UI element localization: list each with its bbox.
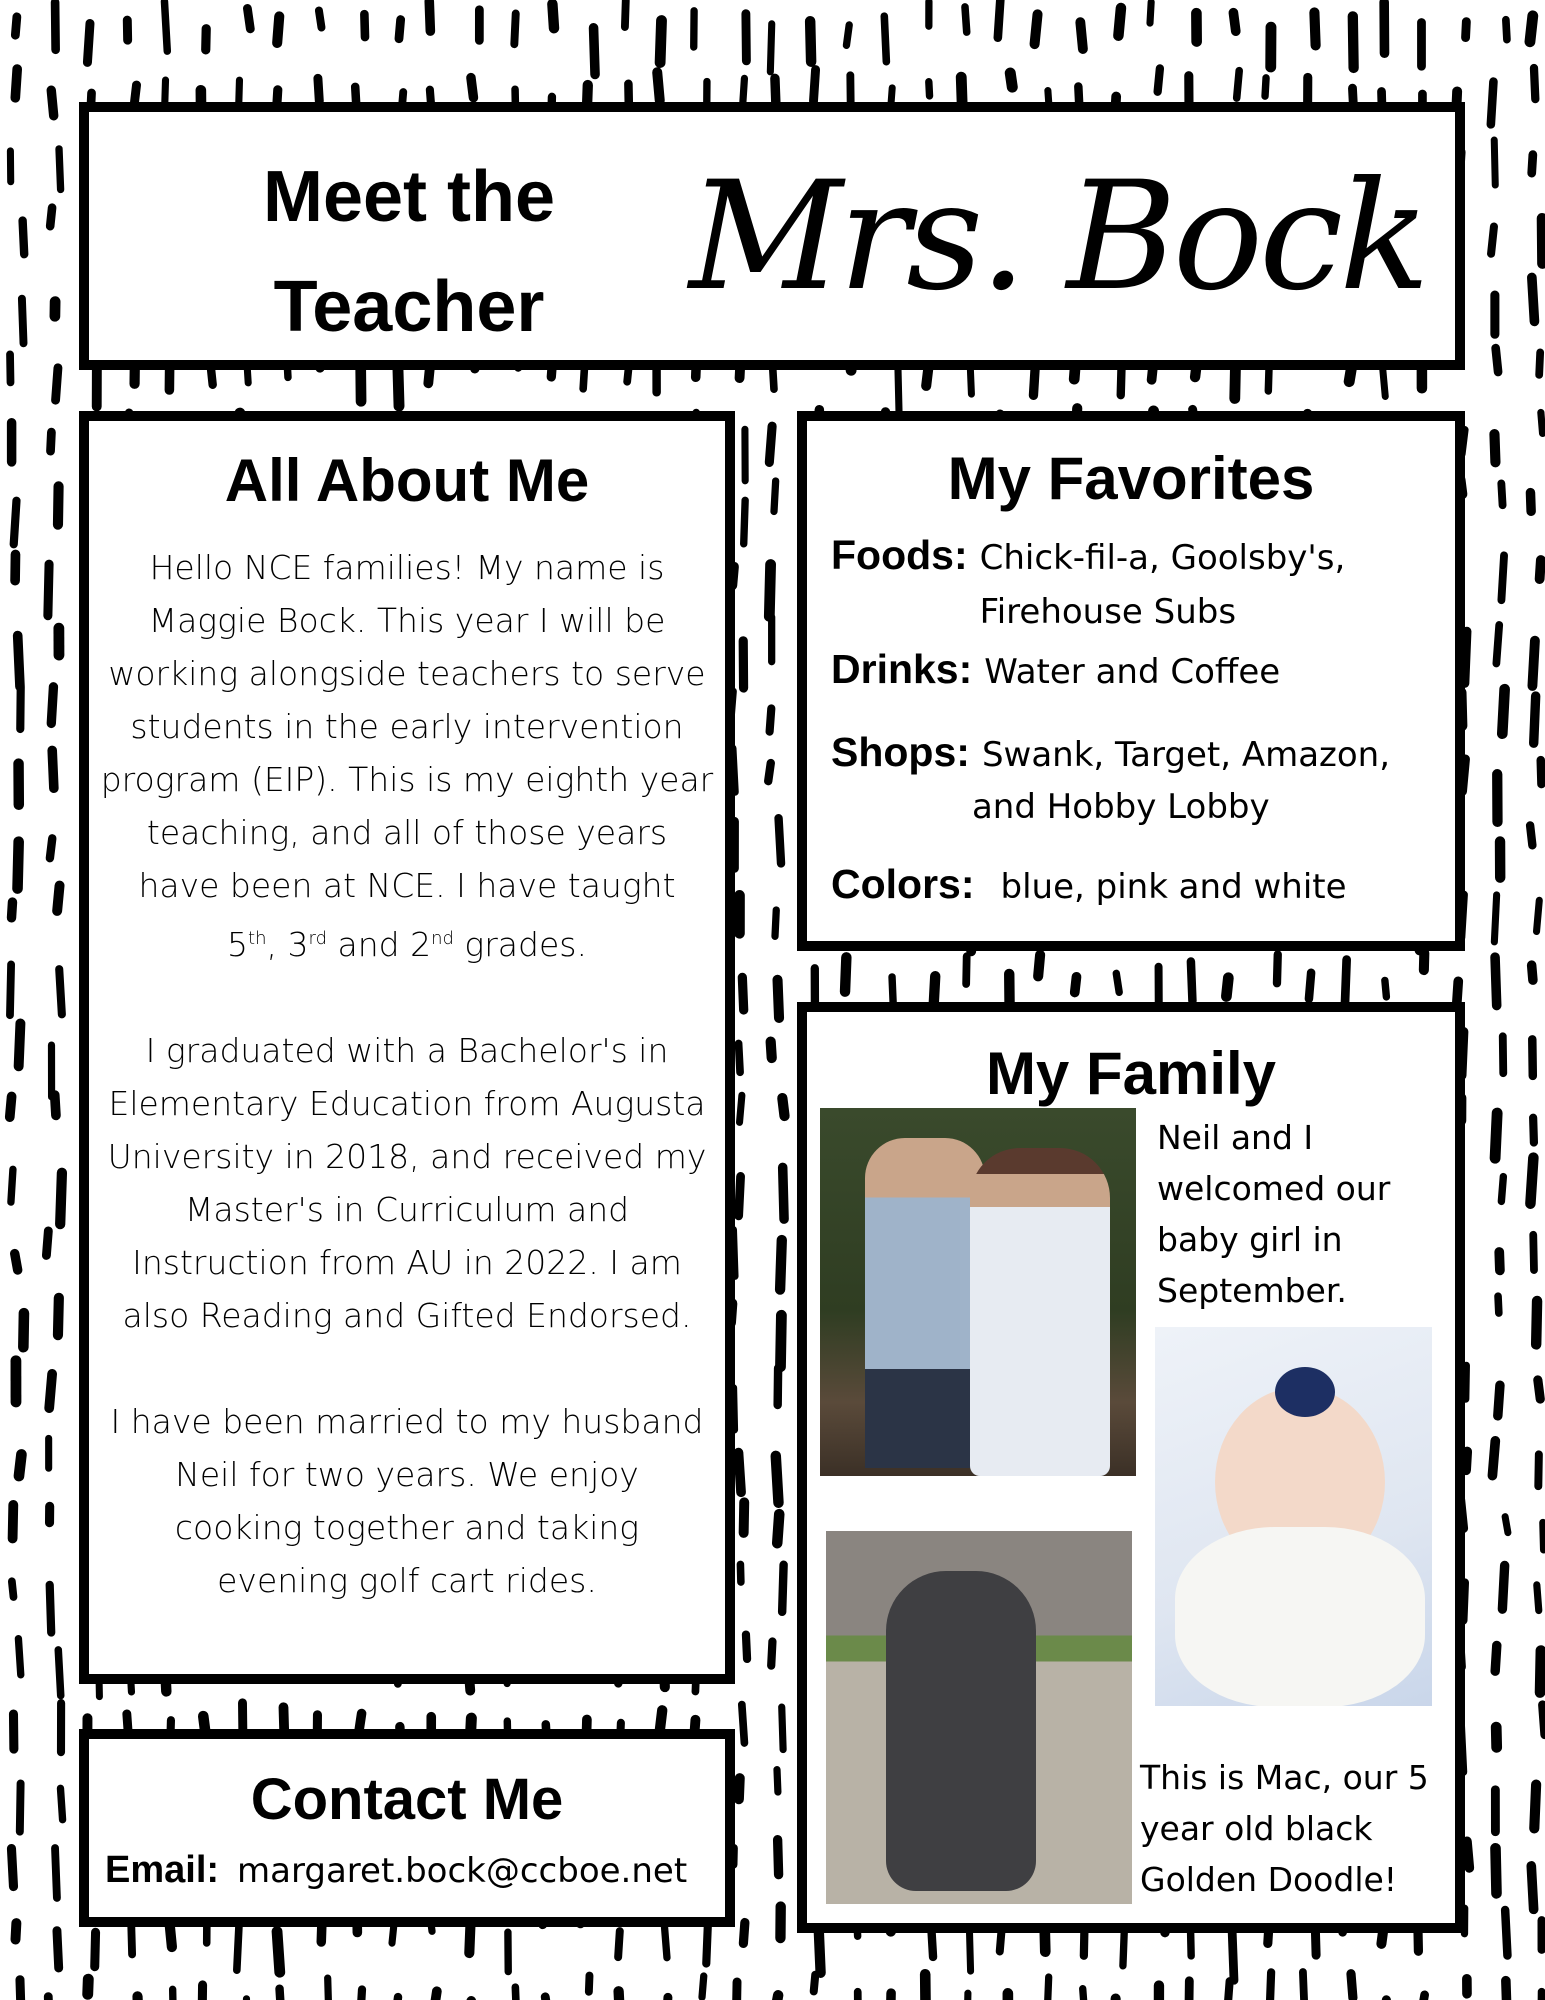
dash-mark [10,964,11,1015]
dash-mark [318,78,319,101]
meet-the-teacher-title [229,142,589,362]
dash-mark [619,1991,621,2000]
dash-mark [583,367,584,388]
dash-mark [775,1995,778,2000]
dash-mark [1496,625,1499,664]
dash-mark [780,1315,781,1366]
dash-mark [1466,1452,1467,1471]
dash-mark [846,25,849,45]
dash-mark [277,16,279,43]
dash-mark [1536,1301,1537,1344]
dash-mark [50,208,52,226]
favorites-heading: My Favorites [947,445,1315,512]
caption-line: September. [1157,1271,1347,1310]
dash-mark [237,1920,239,1970]
dash-mark [360,1989,362,2000]
dash-mark [1265,78,1266,96]
dash-mark [1158,68,1160,91]
dash-mark [1189,1981,1190,2000]
dash-mark [664,1926,667,1958]
dash-mark [1010,73,1012,87]
all-about-me-panel [79,411,735,1684]
dash-mark [1530,1158,1533,1204]
dash-mark [202,1985,203,2000]
dash-mark [138,1996,139,2000]
dash-mark [1038,955,1040,976]
drinks-value: Water and Coffee [984,652,1281,692]
dash-mark [768,763,771,781]
dash-mark [1494,895,1496,942]
couple-photo [820,1108,1136,1476]
dash-mark [1353,16,1354,68]
dash-mark [587,85,588,104]
dash-mark [965,7,967,32]
dash-mark [702,1976,704,1997]
foods-label: Foods: [831,532,968,578]
dash-mark [19,1454,22,1476]
dash-mark [779,818,781,863]
dash-mark [1501,483,1502,505]
dash-mark [1538,1380,1540,1399]
shops-row [831,729,1390,833]
baby-photo [1155,1327,1432,1706]
dash-mark [1540,560,1541,579]
dash-mark [1118,8,1121,36]
contact-heading: Contact Me [250,1767,564,1832]
dash-mark [48,564,49,616]
dash-mark [966,956,967,984]
dash-mark [1543,1705,1545,1735]
foods-row [831,531,1345,639]
dash-mark [770,708,772,731]
dash-mark [1502,689,1504,733]
paragraph-line: also Reading and Gifted Endorsed. [122,1296,692,1335]
dash-mark [1532,641,1535,686]
dash-mark [51,90,53,116]
grade-3: , 3 [266,925,309,964]
dash-mark [769,565,770,617]
dash-mark [60,1173,62,1224]
dash-mark [1191,962,1193,1001]
dash-mark [1491,227,1494,254]
dash-mark [1540,1651,1541,1693]
shops-value [971,729,1391,833]
colors-label: Colors: [831,861,975,907]
dash-mark [1385,980,1387,996]
dash-mark [1505,1910,1507,1956]
dash-mark [740,1095,742,1122]
dash-mark [164,2,167,52]
shops-label: Shops: [831,729,970,775]
colors-value: blue, pink and white [1000,867,1347,907]
dash-mark [743,78,745,101]
grade-5: 5 [227,925,249,964]
family-heading: My Family [985,1040,1277,1107]
dash-mark [280,1989,281,2000]
paragraph-line: students in the early intervention [130,707,684,746]
dash-mark [87,23,90,62]
grades-end: grades. [453,925,587,964]
dash-mark [1531,1866,1533,1909]
paragraph-line: I graduated with a Bachelor's in [145,1031,669,1070]
dash-mark [1466,1366,1467,1400]
dash-mark [1080,22,1083,49]
dash-mark [778,1840,779,1875]
dog-photo [826,1531,1132,1904]
dash-mark [1495,1645,1497,1671]
title-line-2: Teacher [273,267,545,347]
dash-mark [657,72,660,100]
dash-mark [1533,1118,1534,1143]
dash-mark [1530,825,1532,845]
dash-mark [1505,1517,1508,1533]
dash-mark [1537,900,1540,931]
dash-mark [1541,412,1543,433]
dash-mark [1499,1252,1500,1270]
dash-mark [782,1565,783,1612]
dash-mark [845,957,846,991]
dash-mark [55,1848,57,1898]
dash-mark [1150,2,1151,23]
dash-mark [1232,1931,1234,1980]
dash-mark [782,1098,784,1116]
dash-mark [1345,960,1347,1006]
dash-mark [1534,696,1536,743]
dash-mark [1495,957,1497,1005]
dash-mark [328,1978,329,2000]
intro-paragraph [89,541,725,912]
dash-mark [1506,1981,1507,2000]
my-favorites-panel [797,411,1465,951]
dash-mark [15,69,17,98]
dash-mark [1422,1995,1425,2000]
dash-mark [771,1642,772,1666]
dash-mark [19,1023,21,1066]
dash-mark [774,481,776,511]
dash-mark [49,1374,52,1408]
dash-mark [15,17,17,35]
paragraph-line: Hello NCE families! My name is [149,548,665,587]
dash-mark [777,1770,778,1792]
caption-line: welcomed our [1157,1169,1391,1208]
dash-mark [1277,954,1278,983]
dash-mark [1541,760,1542,784]
dash-mark [1466,22,1467,38]
dash-mark [625,1,626,27]
dash-mark [59,149,61,190]
caption-line: Golden Doodle! [1140,1860,1398,1899]
dash-mark [429,1,430,31]
dash-mark [552,4,554,28]
shops-line: and Hobby Lobby [971,787,1270,827]
dash-mark [51,687,53,724]
dash-mark [20,1980,21,2000]
dash-mark [1083,1989,1086,2000]
dash-mark [1533,1235,1534,1270]
dash-mark [55,1095,56,1115]
email-label: Email: [105,1849,220,1891]
dash-mark [46,1231,48,1256]
dash-mark [59,969,62,1014]
paragraph-line: Instruction from AU in 2022. I am [132,1243,682,1282]
dash-mark [1078,86,1079,102]
dash-mark [23,1313,24,1347]
dash-mark [1270,1972,1272,2000]
dash-mark [1494,434,1495,462]
dash-mark [514,14,515,45]
caption-line: baby girl in [1157,1220,1343,1259]
caption-line: year old black [1140,1809,1373,1848]
dash-mark [55,2,56,49]
dash-mark [742,1705,745,1743]
dash-mark [1532,277,1535,321]
sup-nd: nd [431,928,454,949]
dash-mark [15,1923,16,1939]
dash-mark [1494,140,1495,185]
dash-mark [239,80,240,102]
teacher-name-script: Mrs. Bock [689,150,1427,324]
dash-mark [1227,1981,1229,2000]
dash-mark [746,14,747,61]
dash-mark [471,78,474,98]
colors-row [831,861,1347,908]
dash-mark [777,1514,779,1543]
dash-mark [57,886,59,911]
dash-mark [739,1176,741,1215]
dash-mark [1383,368,1386,397]
paragraph-line: University in 2018, and received my [107,1137,707,1176]
dash-mark [1501,1177,1503,1202]
dash-mark [706,1924,708,1963]
header-banner [79,102,1465,370]
dash-mark [776,1456,779,1503]
dash-mark [23,221,25,255]
dash-mark [1532,155,1533,174]
paragraph-line: working alongside teachers to serve [108,654,706,693]
dash-mark [1501,555,1504,600]
dash-mark [1495,1113,1497,1158]
dash-mark [737,1982,738,2000]
dash-mark [12,1581,14,1597]
dash-mark [58,1650,60,1696]
dash-mark [1035,14,1038,44]
dash-mark [1530,493,1531,512]
dash-mark [1532,1039,1533,1076]
dash-mark [1465,631,1467,683]
paragraph-line: have been at NCE. I have taught [138,866,676,905]
dash-mark [1237,71,1240,98]
foods-line: Firehouse Subs [979,592,1237,632]
dash-mark [1532,965,1533,980]
drinks-label: Drinks: [831,646,973,692]
dash-mark [1075,977,1077,993]
all-about-me-heading: All About Me [224,447,590,514]
dash-mark [967,1993,968,2000]
dash-mark [48,1997,49,2000]
family-paragraph [89,1395,725,1607]
dash-mark [52,750,54,788]
dash-mark [364,14,365,37]
paragraph-line: evening golf cart rides. [217,1561,597,1600]
shops-line: Swank, Target, Amazon, [981,735,1391,775]
dash-mark [56,368,58,400]
paragraph-line: Neil for two years. We enjoy [175,1455,639,1494]
dash-mark [11,1849,13,1887]
dash-mark [1226,978,1228,997]
dash-mark [769,426,772,462]
sup-th: th [248,928,267,949]
dash-mark [1314,12,1315,45]
dash-mark [60,1788,62,1819]
dash-mark [1303,1972,1304,2000]
dash-mark [58,1298,59,1335]
email-link[interactable]: margaret.bock@ccboe.net [237,1851,688,1891]
dash-mark [742,977,743,1010]
caption-line: Neil and I [1157,1118,1314,1157]
dash-mark [50,838,52,858]
dash-mark [739,1778,740,1799]
dash-mark [770,24,771,72]
dash-mark [810,21,811,62]
dash-mark [51,432,52,451]
dash-mark [738,1453,741,1493]
dash-mark [782,1707,783,1749]
paragraph-line: Master's in Curriculum and [184,1190,630,1229]
dash-mark [319,11,322,28]
dash-mark [57,1931,59,1968]
dash-mark [1491,82,1494,125]
dash-mark [744,500,745,544]
dash-mark [660,21,661,63]
dash-mark [746,1635,747,1659]
dash-mark [15,1254,18,1270]
dash-mark [778,980,779,1018]
dash-mark [434,1991,436,2000]
dash-mark [1498,1385,1500,1416]
dash-mark [775,910,776,936]
dash-mark [88,1979,89,1994]
dash-mark [814,1975,816,1992]
dash-mark [50,1585,52,1633]
dash-mark [814,70,816,102]
dash-mark [1534,68,1535,99]
dash-mark [739,1044,740,1073]
foods-value [980,531,1346,639]
dash-mark [1309,973,1311,999]
dash-mark [1492,1441,1495,1476]
dash-mark [22,299,24,344]
dash-mark [515,1987,517,2000]
dash-mark [1496,348,1498,372]
dash-mark [783,1167,784,1219]
dash-mark [11,1169,13,1202]
dash-mark [12,902,13,918]
dash-mark [1530,16,1533,42]
dash-mark [929,82,930,96]
dash-mark [1502,1565,1504,1609]
dash-mark [589,1976,590,1992]
dash-mark [884,16,886,62]
dash-mark [1506,20,1507,40]
foods-line: Chick-fil-a, Goolsby's, [979,538,1346,578]
caption-line: This is Mac, our 5 [1140,1758,1429,1797]
dash-mark [1539,352,1540,375]
paragraph-line: cooking together and taking [174,1508,640,1547]
dash-mark [18,842,19,889]
baby-caption [1157,1112,1390,1316]
drinks-row [831,646,1280,693]
dash-mark [18,1639,20,1675]
dash-mark [1351,1974,1353,1998]
dash-mark [20,1783,21,1831]
paragraph-line: Maggie Bock. This year I will be [148,601,666,640]
contact-panel [79,1729,735,1927]
dash-mark [14,501,17,545]
dash-mark [399,20,401,39]
dash-mark [618,1931,620,1957]
dash-mark [1543,1523,1544,1550]
dash-mark [13,1505,14,1539]
dash-mark [1048,1977,1049,2000]
grades-line [89,912,725,971]
dash-mark [18,636,20,687]
dash-mark [277,1932,280,1973]
dash-mark [1467,1841,1469,1868]
dash-mark [891,1993,892,2000]
dash-mark [1498,1296,1499,1313]
dash-mark [1233,13,1235,32]
dash-mark [1116,973,1119,992]
dash-mark [771,1042,772,1058]
education-paragraph [89,1024,725,1342]
dash-mark [58,486,59,524]
dash-mark [1496,1848,1497,1893]
dash-mark [780,1240,782,1290]
dash-mark [1538,1454,1539,1486]
title-line-1: Meet the [262,157,556,237]
dash-mark [10,1096,12,1117]
sup-rd: rd [308,928,328,949]
paragraph-line: teaching, and all of those years [146,813,668,852]
dash-mark [1534,1785,1536,1829]
dash-mark [134,85,136,102]
dash-mark [744,1502,745,1533]
grade-2: and 2 [327,925,432,964]
dash-mark [1537,1585,1539,1611]
dash-mark [998,0,1000,38]
dash-mark [247,8,250,28]
dash-mark [173,1989,174,2000]
dog-caption [1140,1752,1429,1905]
paragraph-line: program (EIP). This is my eighth year [100,760,714,799]
paragraph-line: I have been married to my husband [110,1402,704,1441]
dash-mark [743,1923,744,1944]
paragraph-line: Elementary Education from Augusta [108,1084,706,1123]
dash-mark [211,368,213,385]
dash-mark [95,1932,96,1966]
dash-mark [170,1925,172,1947]
dash-mark [594,28,595,75]
